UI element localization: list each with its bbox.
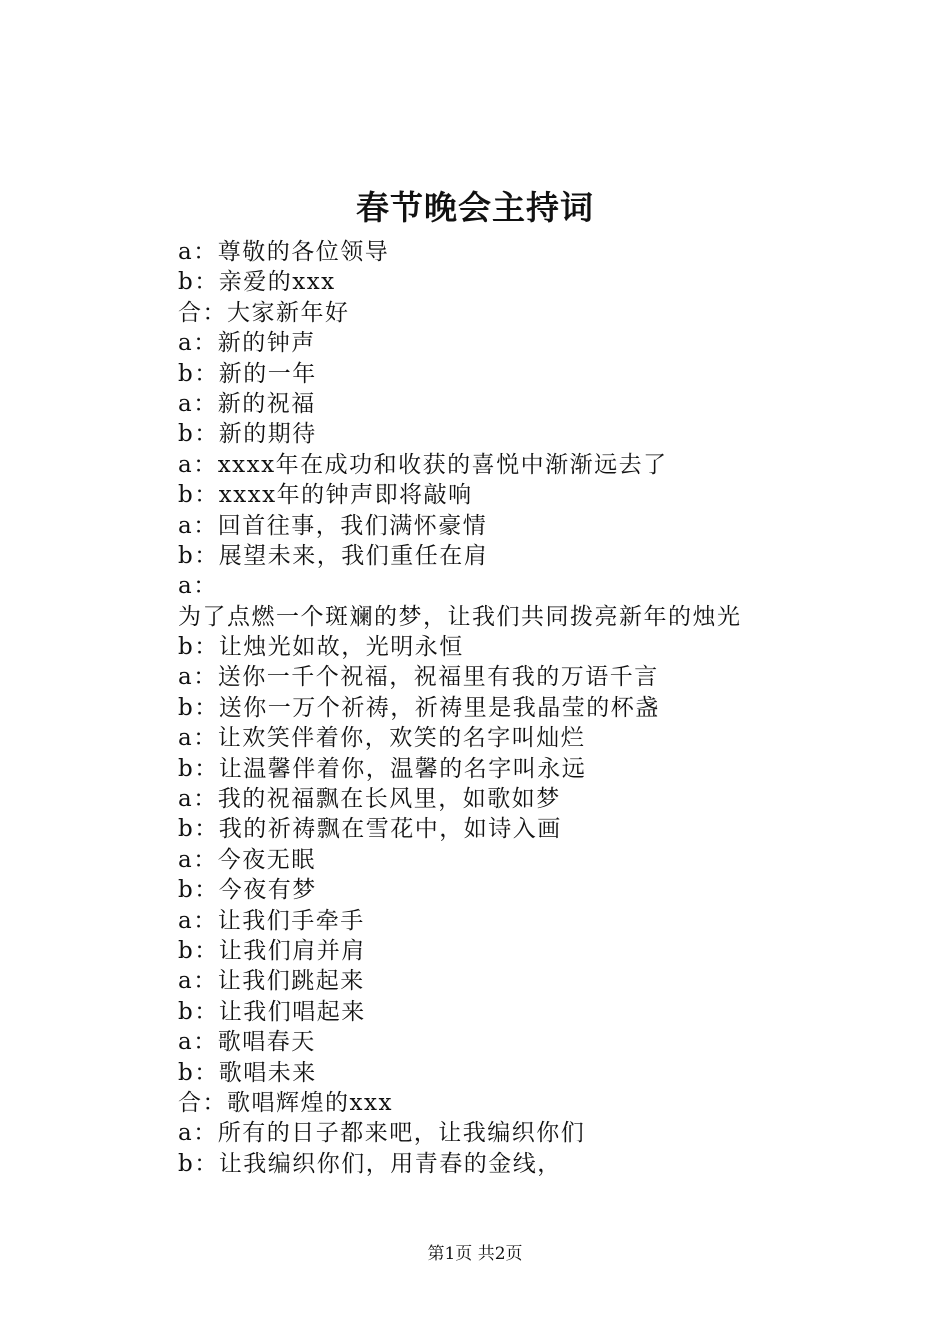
script-body [178, 237, 778, 1179]
script-line: a：让我们手牵手 [178, 907, 365, 934]
script-line: a：送你一千个祝福，祝福里有我的万语千言 [178, 664, 659, 691]
script-line: a：新的祝福 [178, 390, 316, 417]
script-line: a：新的钟声 [178, 330, 316, 357]
script-line: a：我的祝福飘在长风里，如歌如梦 [178, 786, 561, 813]
script-line: 合：歌唱辉煌的xxx [178, 1089, 393, 1116]
script-line: b：亲爱的xxx [178, 269, 336, 296]
script-line: 合：大家新年好 [178, 299, 350, 326]
script-line: b：今夜有梦 [178, 877, 317, 904]
script-line: b：让温馨伴着你，温馨的名字叫永远 [178, 755, 587, 782]
script-line: b：送你一万个祈祷，祈祷里是我晶莹的杯盏 [178, 694, 660, 721]
script-line: b：让我们肩并肩 [178, 937, 366, 964]
page-number-footer: 第1页 共2页 [427, 1244, 523, 1264]
script-line: b：让我们唱起来 [178, 998, 366, 1025]
script-line: b：新的期待 [178, 421, 317, 448]
script-line: b：让我编织你们，用青春的金线， [178, 1150, 562, 1177]
script-line: b：歌唱未来 [178, 1059, 317, 1086]
script-line: a：尊敬的各位领导 [178, 239, 390, 265]
script-line: a：歌唱春天 [178, 1029, 316, 1056]
script-line: b：我的祈祷飘在雪花中，如诗入画 [178, 816, 562, 843]
script-line: a：所有的日子都来吧，让我编织你们 [178, 1120, 586, 1147]
script-line: b：让烛光如故，光明永恒 [178, 634, 464, 661]
script-line: a：回首往事，我们满怀豪情 [178, 512, 488, 539]
script-line: b：展望未来，我们重任在肩 [178, 542, 489, 569]
script-line: b：xxxx年的钟声即将敲响 [178, 482, 473, 509]
script-line: a：xxxx年在成功和收获的喜悦中渐渐远去了 [178, 451, 668, 478]
script-line: a：让欢笑伴着你，欢笑的名字叫灿烂 [178, 725, 586, 752]
document-title: 春节晚会主持词 [356, 188, 594, 227]
script-line: a： [178, 573, 218, 600]
script-line: a：今夜无眠 [178, 846, 316, 873]
script-line: b：新的一年 [178, 360, 317, 387]
script-line: 为了点燃一个斑斓的梦，让我们共同拨亮新年的烛光 [178, 603, 742, 630]
script-line: a：让我们跳起来 [178, 968, 365, 995]
